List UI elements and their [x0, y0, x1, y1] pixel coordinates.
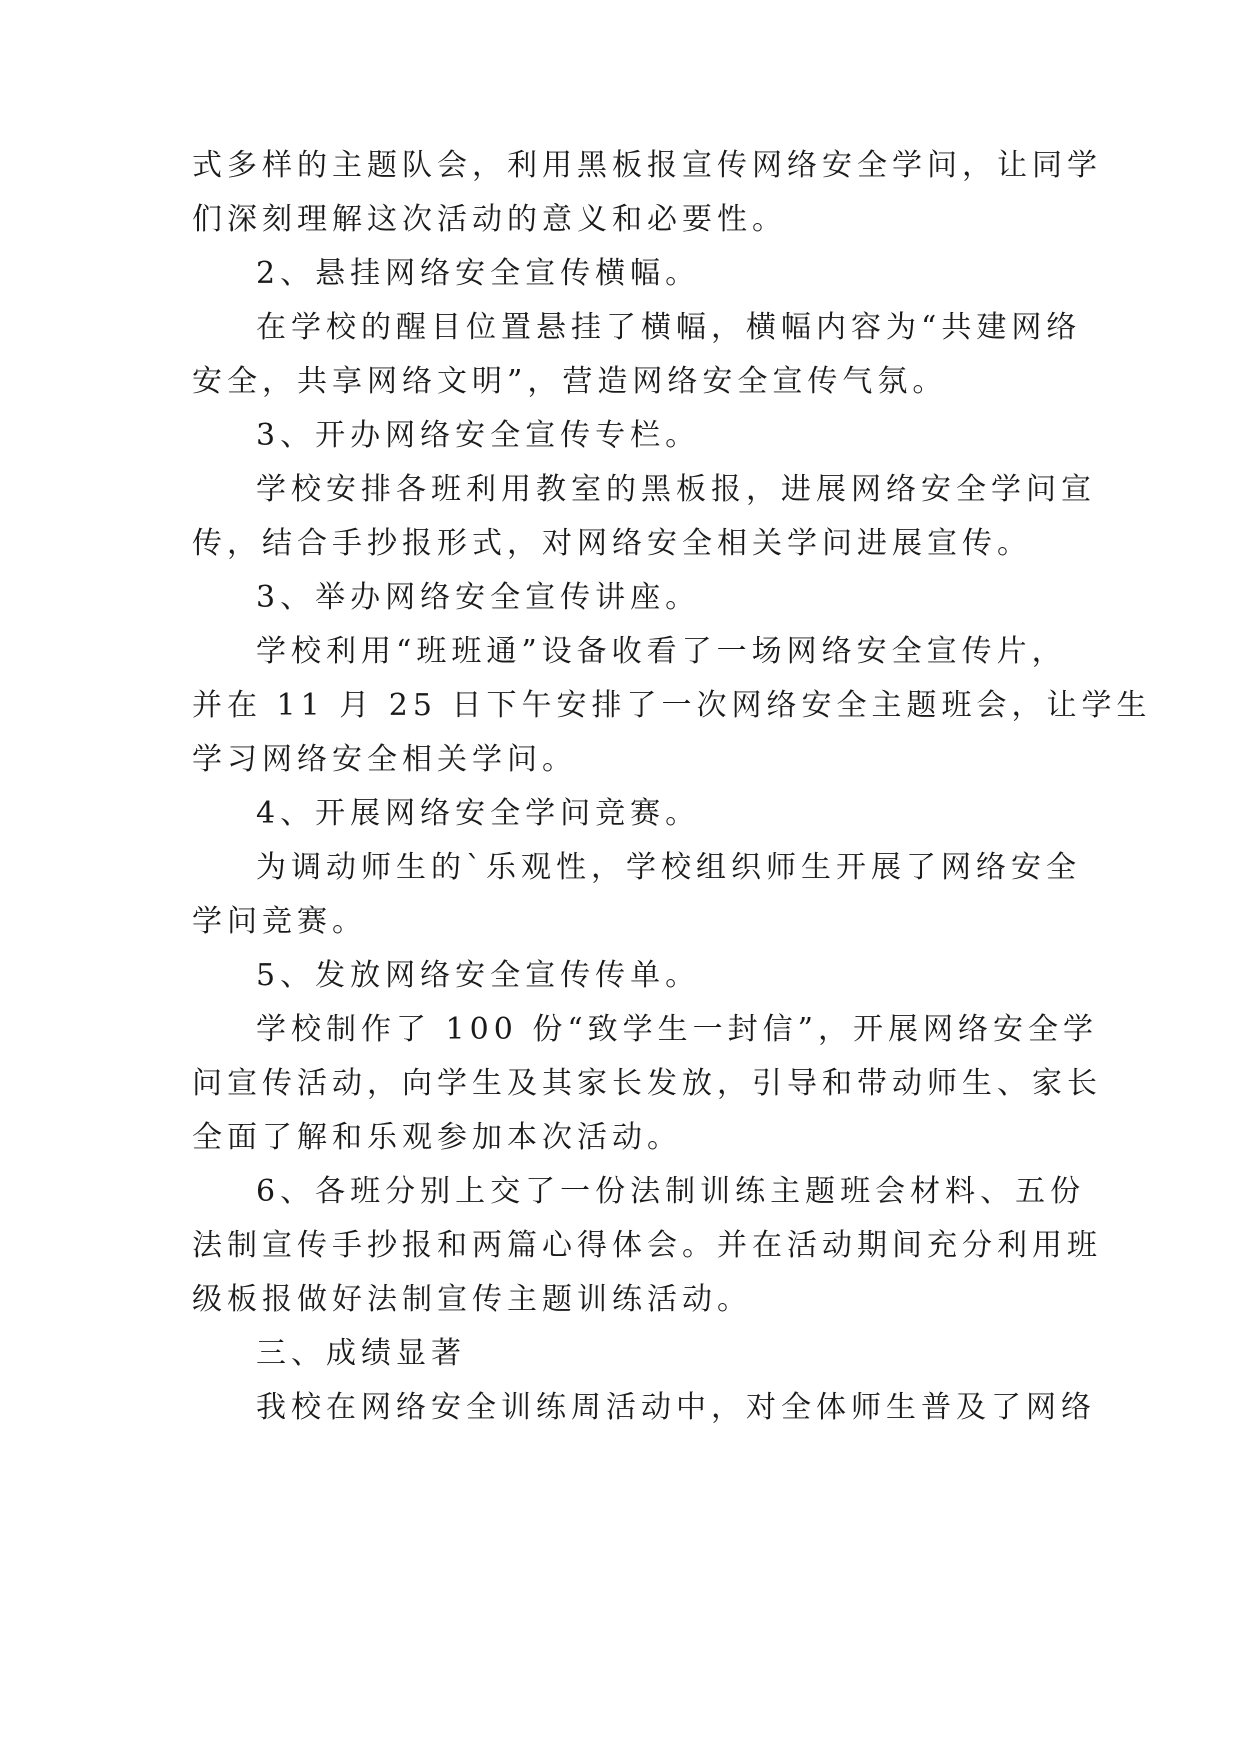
paragraph-line: 法制宣传手抄报和两篇心得体会。并在活动期间充分利用班: [192, 1228, 1102, 1263]
paragraph-line: 我校在网络安全训练周活动中，对全体师生普及了网络: [256, 1390, 1096, 1425]
section-heading: 三、成绩显著: [256, 1336, 466, 1371]
paragraph-line: 全面了解和乐观参加本次活动。: [192, 1120, 682, 1155]
paragraph-line: 学习网络安全相关学问。: [192, 742, 577, 777]
section-heading: 3、举办网络安全宣传讲座。: [256, 580, 701, 615]
paragraph-line: 式多样的主题队会，利用黑板报宣传网络安全学问，让同学: [192, 148, 1102, 183]
paragraph-line: 学校制作了 100 份“致学生一封信”，开展网络安全学: [256, 1012, 1099, 1047]
paragraph-line: 在学校的醒目位置悬挂了横幅，横幅内容为“共建网络: [256, 310, 1082, 345]
paragraph-line: 学校安排各班利用教室的黑板报，进展网络安全学问宣: [256, 472, 1096, 507]
paragraph-line: 们深刻理解这次活动的意义和必要性。: [192, 202, 787, 237]
paragraph-line: 问宣传活动，向学生及其家长发放，引导和带动师生、家长: [192, 1066, 1102, 1101]
paragraph-line: 6、各班分别上交了一份法制训练主题班会材料、五份: [256, 1174, 1086, 1209]
section-heading: 2、悬挂网络安全宣传横幅。: [256, 256, 701, 291]
paragraph-line: 安全，共享网络文明”，营造网络安全宣传气氛。: [192, 364, 948, 399]
paragraph-line: 学问竞赛。: [192, 904, 367, 939]
paragraph-line: 学校利用“班班通”设备收看了一场网络安全宣传片，: [256, 634, 1067, 669]
section-heading: 4、开展网络安全学问竞赛。: [256, 796, 701, 831]
paragraph-line: 并在 11 月 25 日下午安排了一次网络安全主题班会，让学生: [192, 688, 1152, 723]
paragraph-line: 传，结合手抄报形式，对网络安全相关学问进展宣传。: [192, 526, 1032, 561]
paragraph-line: 级板报做好法制宣传主题训练活动。: [192, 1282, 752, 1317]
section-heading: 5、发放网络安全宣传传单。: [256, 958, 701, 993]
section-heading: 3、开办网络安全宣传专栏。: [256, 418, 701, 453]
paragraph-line: 为调动师生的`乐观性，学校组织师生开展了网络安全: [256, 850, 1081, 885]
